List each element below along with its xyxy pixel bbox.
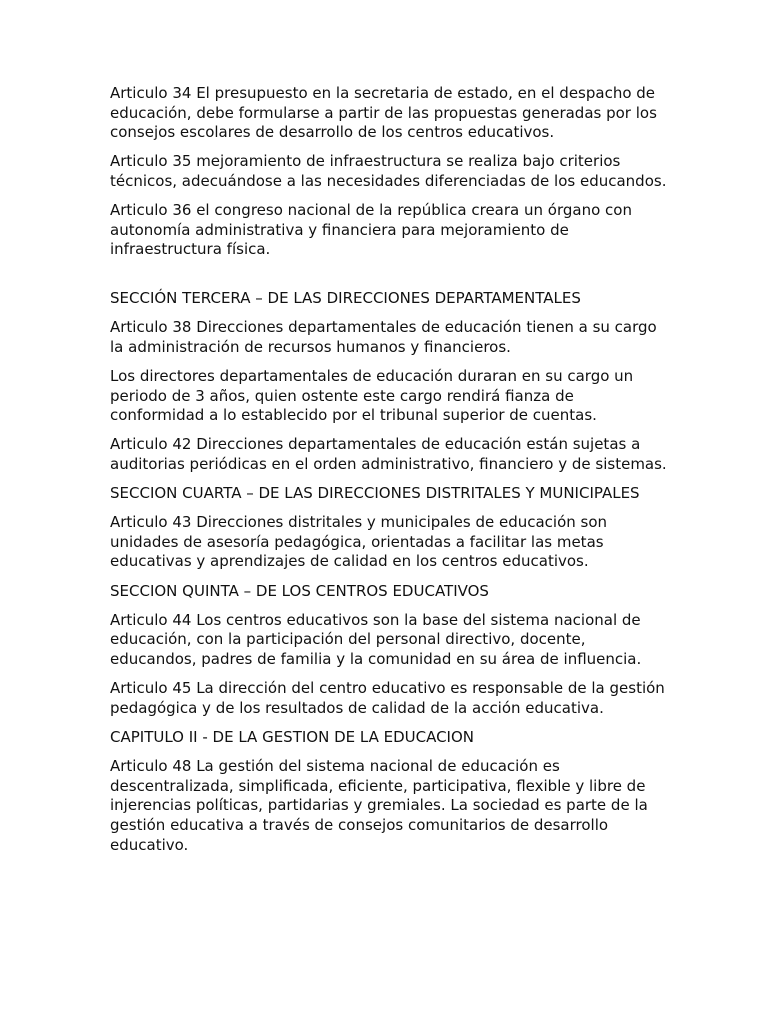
article-45: Articulo 45 La dirección del centro educativo es responsable de la gestión pedagógica y de los resultados de calidad de la acción educativa. xyxy=(110,679,665,717)
article-44: Articulo 44 Los centros educativos son la base del sistema nacional de educación, con la participación del personal directivo, docente, educandos, padres de familia y la comunidad en su área de influencia. xyxy=(110,610,642,668)
article-43: Articulo 43 Direcciones distritales y municipales de educación son unidades de asesoría pedagógica, orientadas a facilitar las metas educativas y aprendizajes de calidad en los centros educativos. xyxy=(110,513,608,571)
article-48: Articulo 48 La gestión del sistema nacional de educación es descentralizada, simplificada, eficiente, participativa, flexible y libre de injerencias políticas, partidarias y gremiales. La sociedad es parte de la gestión educativa a través de consejos comunitarios de desarrollo educativo. xyxy=(110,757,648,854)
article-34: Articulo 34 El presupuesto en la secretaria de estado, en el despacho de educación, debe formularse a partir de las propuestas generadas por los consejos escolares de desarrollo de los centros educativos. xyxy=(110,84,657,142)
article-35: Articulo 35 mejoramiento de infraestructura se realiza bajo criterios técnicos, adecuándose a las necesidades diferenciadas de los educandos. xyxy=(110,152,667,190)
section-quinta-heading: SECCION QUINTA – DE LOS CENTROS EDUCATIVOS xyxy=(110,581,489,600)
section-cuarta-heading: SECCION CUARTA – DE LAS DIRECCIONES DISTRITALES Y MUNICIPALES xyxy=(110,484,640,503)
capitulo-ii-heading: CAPITULO II - DE LA GESTION DE LA EDUCACION xyxy=(110,727,474,746)
article-36: Articulo 36 el congreso nacional de la república creara un órgano con autonomía administrativa y financiera para mejoramiento de infraestructura física. xyxy=(110,201,632,259)
section-tercera-heading: SECCIÓN TERCERA – DE LAS DIRECCIONES DEPARTAMENTALES xyxy=(110,288,581,307)
article-42: Articulo 42 Direcciones departamentales de educación están sujetas a auditorias periódicas en el orden administrativo, financiero y de sistemas. xyxy=(110,435,667,473)
document-page xyxy=(110,84,670,865)
article-38-continued: Los directores departamentales de educación duraran en su cargo un periodo de 3 años, quien ostente este cargo rendirá fianza de conformidad a lo establecido por el tribunal superior de cuentas. xyxy=(110,366,634,425)
article-38: Articulo 38 Direcciones departamentales de educación tienen a su cargo la administración de recursos humanos y financieros. xyxy=(110,318,657,356)
